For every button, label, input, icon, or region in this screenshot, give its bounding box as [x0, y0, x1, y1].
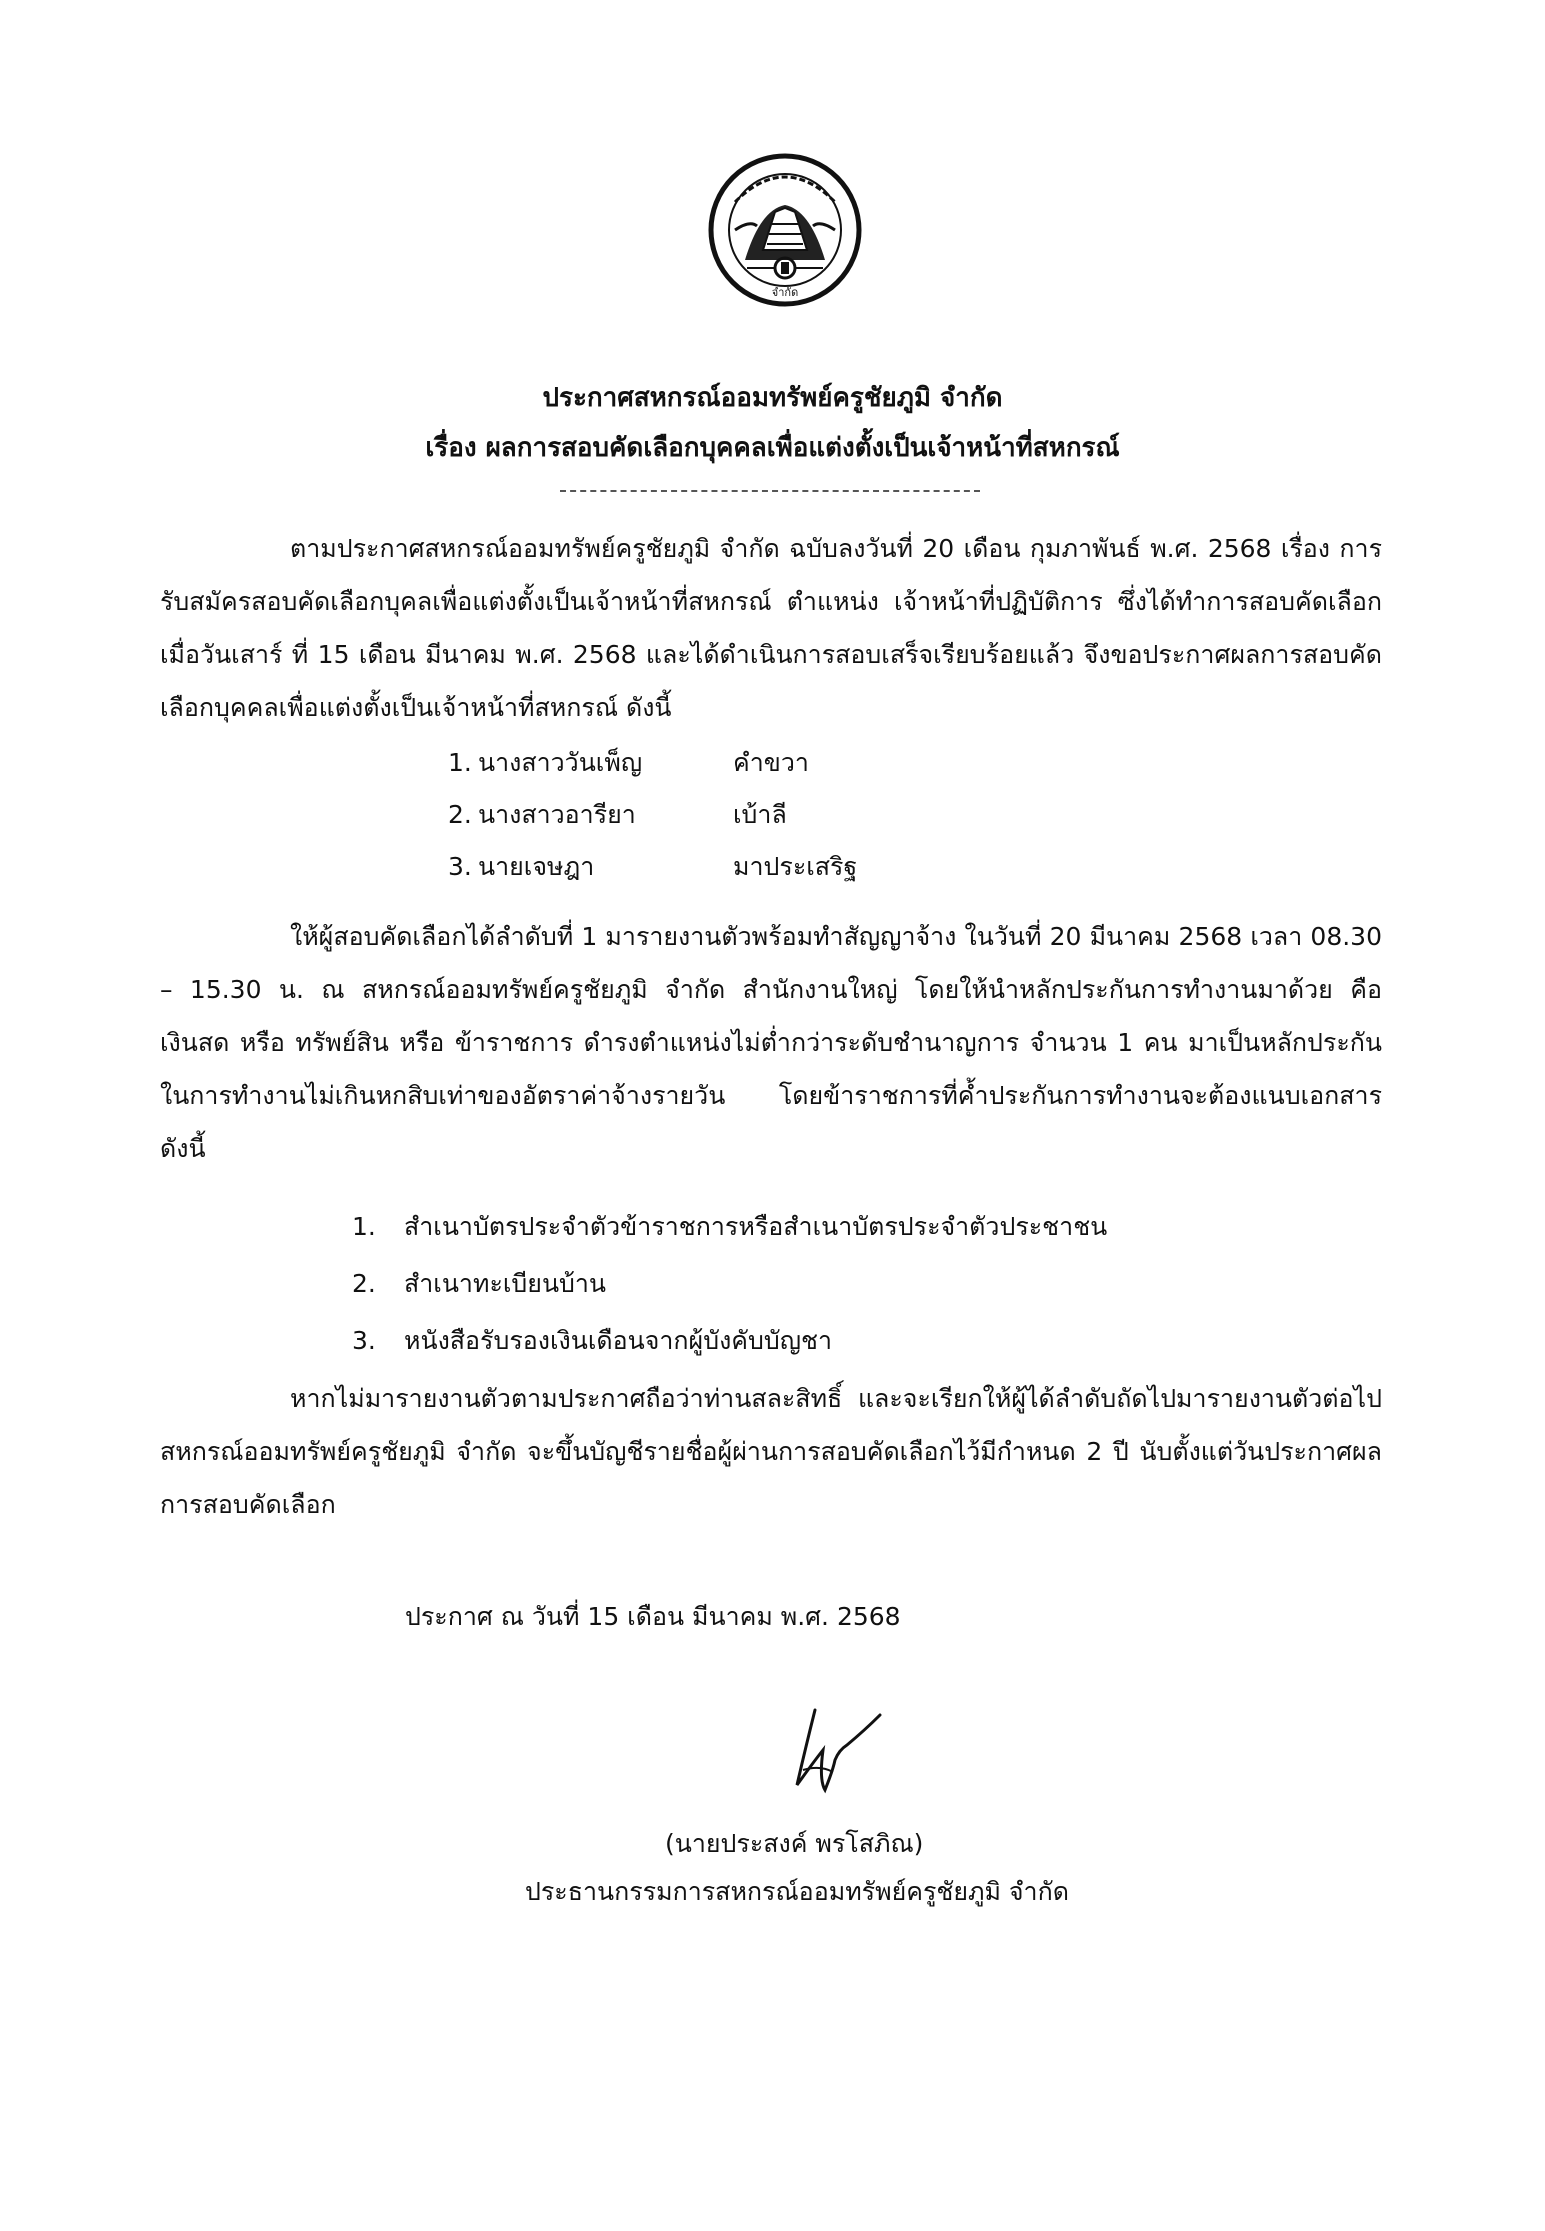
document-number: 1. [352, 1212, 376, 1241]
candidate-surname: เบ้าลี [733, 800, 787, 829]
closing-paragraph: หากไม่มารายงานตัวตามประกาศถือว่าท่านสละสิทธิ์ และจะเรียกให้ผู้ได้ลำดับถัดไปมารายงานตัวต่อไป สหกรณ์ออมทรัพย์ครูชัยภูมิ จำกัด จะขึ้นบัญชีรายชื่อผู้ผ่านการสอบคัดเลือกไว้มีกำหนด 2 ปี นับตั้งแต่วันประกาศผลการสอบคัดเลือก [160, 1384, 1382, 1519]
svg-text:จำกัด: จำกัด [771, 286, 799, 299]
signatory-position: ประธานกรรมการสหกรณ์ออมทรัพย์ครูชัยภูมิ จำกัด [525, 1877, 1069, 1906]
candidate-surname: มาประเสริฐ [733, 852, 858, 881]
candidate-surname: คำขวา [733, 748, 809, 777]
document-number: 3. [352, 1326, 376, 1355]
candidate-name: นางสาววันเพ็ญ [478, 748, 643, 777]
intro-paragraph: ตามประกาศสหกรณ์ออมทรัพย์ครูชัยภูมิ จำกัด ฉบับลงวันที่ 20 เดือน กุมภาพันธ์ พ.ศ. 2568 เรื่อง การรับสมัครสอบคัดเลือกบุคลเพื่อแต่งตั้งเป็นเจ้าหน้าที่สหกรณ์ ตำแหน่ง เจ้าหน้าที่ปฏิบัติการ ซึ่งได้ทำการสอบคัดเลือกเมื่อวันเสาร์ ที่ 15 เดือน มีนาคม พ.ศ. 2568 และได้ดำเนินการสอบเสร็จเรียบร้อยแล้ว จึงขอประกาศผลการสอบคัดเลือกบุคคลเพื่อแต่งตั้งเป็นเจ้าหน้าที่สหกรณ์ ดังนี้ [160, 534, 1382, 722]
signatory-name: (นายประสงค์ พรโสภิณ) [665, 1829, 924, 1858]
document-text: สำเนาบัตรประจำตัวข้าราชการหรือสำเนาบัตรประจำตัวประชาชน [404, 1212, 1108, 1241]
candidate-name: นายเจษฎา [478, 852, 595, 881]
announcement-subject: เรื่อง ผลการสอบคัดเลือกบุคคลเพื่อแต่งตั้งเป็นเจ้าหน้าที่สหกรณ์ [425, 433, 1120, 463]
signature-image [775, 1690, 895, 1810]
instructions-paragraph: ให้ผู้สอบคัดเลือกได้ลำดับที่ 1 มารายงานตัวพร้อมทำสัญญาจ้าง ในวันที่ 20 มีนาคม 2568 เวลา 08.30 – 15.30 น. ณ สหกรณ์ออมทรัพย์ครูชัยภูมิ จำกัด สำนักงานใหญ่ โดยให้นำหลักประกันการทำงานมาด้วย คือ เงินสด หรือ ทรัพย์สิน หรือ ข้าราชการ ดำรงตำแหน่งไม่ต่ำกว่าระดับชำนาญการ จำนวน 1 คน มาเป็นหลักประกันในการทำงานไม่เกินหกสิบเท่าของอัตราค่าจ้างรายวัน โดยข้าราชการที่ค้ำประกันการทำงานจะต้องแนบเอกสาร ดังนี้ [160, 922, 1382, 1163]
announcement-date: ประกาศ ณ วันที่ 15 เดือน มีนาคม พ.ศ. 2568 [405, 1602, 901, 1631]
candidate-number: 1. [448, 748, 472, 777]
document-text: สำเนาทะเบียนบ้าน [404, 1269, 607, 1298]
announcement-title: ประกาศสหกรณ์ออมทรัพย์ครูชัยภูมิ จำกัด [542, 383, 1003, 413]
document-text: หนังสือรับรองเงินเดือนจากผู้บังคับบัญชา [404, 1326, 833, 1355]
candidate-name: นางสาวอารียา [478, 800, 636, 829]
candidate-number: 2. [448, 800, 472, 829]
title-divider [560, 490, 980, 492]
cooperative-seal-logo [705, 150, 865, 350]
candidate-number: 3. [448, 852, 472, 881]
document-number: 2. [352, 1269, 376, 1298]
